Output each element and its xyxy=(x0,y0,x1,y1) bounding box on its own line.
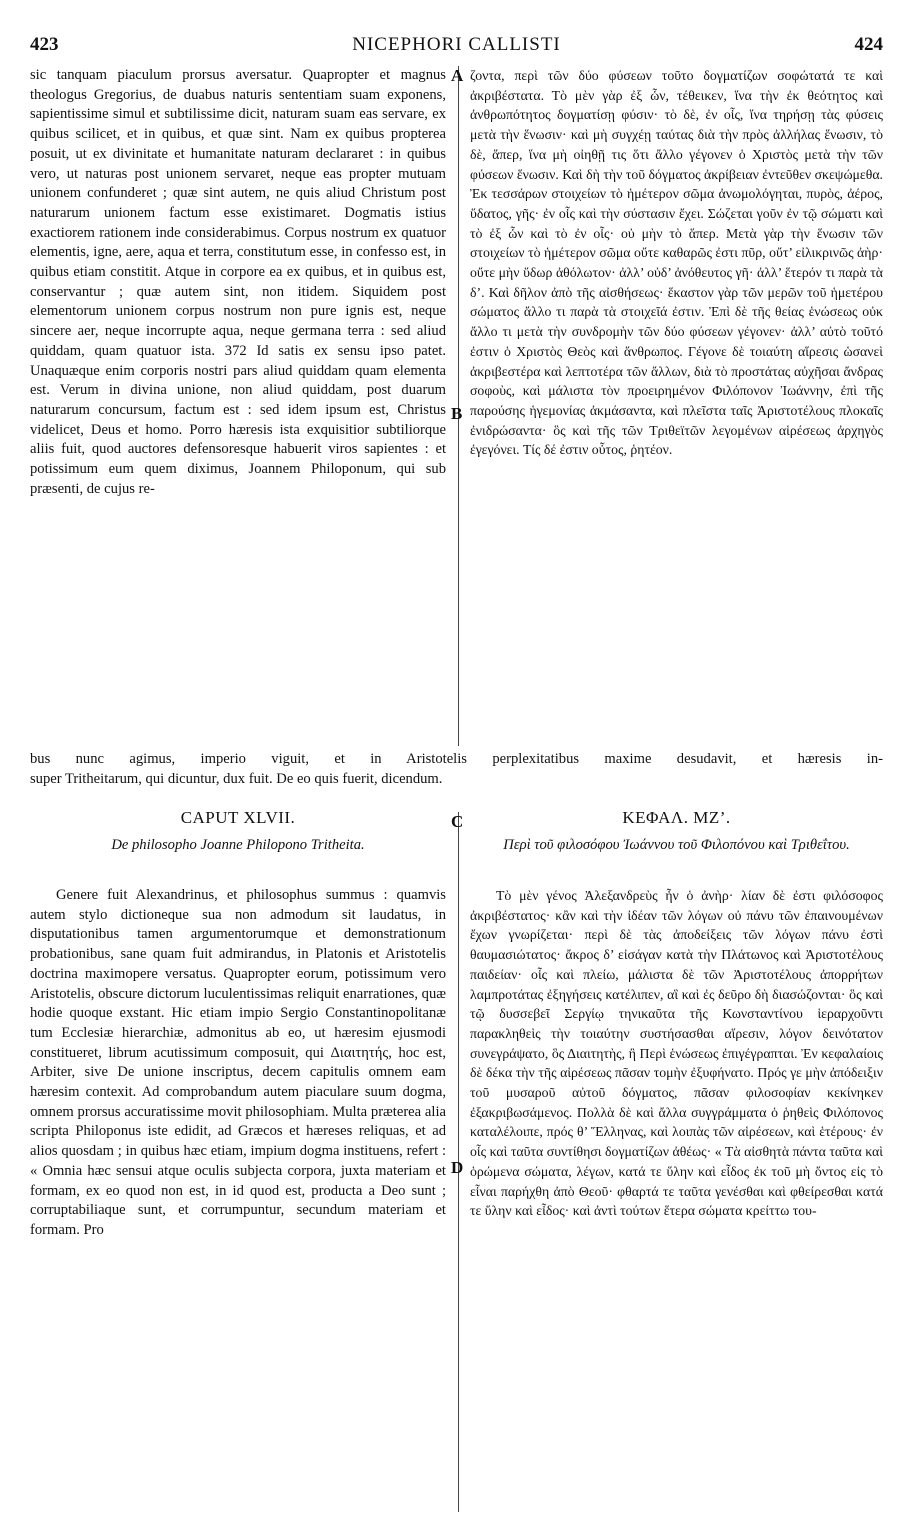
margin-letter-b: B xyxy=(451,404,463,423)
margin-letter-c: C xyxy=(451,812,464,831)
greek-column-bottom xyxy=(470,886,883,1516)
latin-paragraph-top: sic tanquam piaculum prorsus aversatur. Quapropter et magnus theologus Gregorius, de duabus naturis sententiam suam exponens, sapientissime simul et subtilissime dicit, naturam suam eas servare, ex quibus scilicet, et in quibus, et quæ sint. Nam ex quibus propterea posuit, ut ex divinitate et humanitate naturam declararet : in quibus vero, ut naturas post unionem servaret, neque eas propter mutuam unionem confunderet ; quæ sint autem, ne quis aliud Christum post naturarum unionem factum esse existimaret. Dogmatis istius exactiorem rationem inde considerabimus. Corpus nostrum ex quatuor elementis, igne, aere, aqua et terra, constitutum esse, in confesso est, in quibus etiam constitit. Atque in corpore ea ex quibus, et in quibus est, conservantur ; quæ autem sint, non itidem. Siquidem post elementorum unionem corpus nostrum non pure ignis est, neque sincere aer, neque incorrupte aqua, neque germana terra : sed aliud quiddam, quam quatuor ista. 372 Id satis ex sensu ipso patet. Unaquæque enim corporis nostri pars aliud quiddam quam elementa est. Verum in divina unione, non aliud quiddam, post duarum naturarum concursum, factum est : sed idem ipsum est, Christus videlicet, Deus et homo. Porro hæresis ista exquisitior subtiliorque aliis fuit, quod auctores defensoresque habuerit viros sapientes : et potissimum eum quem diximus, Joannem Philoponum, qui sub præsenti, de cujus re- xyxy=(30,67,446,497)
margin-letter-a: A xyxy=(451,66,464,85)
chapter-title-latin: CAPUT XLVII. xyxy=(180,808,296,827)
page-header xyxy=(30,34,883,56)
chapter-heading-greek xyxy=(470,808,883,855)
greek-paragraph-bottom: Τὸ μὲν γένος Ἀλεξανδρεὺς ἦν ὁ ἀνὴρ· λίαν δὲ ἐστι φιλόσοφος ἀκριβέστατος· κἂν καὶ τὴν ἰδέαν τῶν λόγων οὐ πάνυ τῶν ἐπαινουμένων ἔχων γνωρίζεται· περὶ δὲ τὰς ἀποδείξεις τῶν λόγων πάνυ ἐστὶ θαυμασιώτατος· ἄκρος δ’ εἰσάγαν κατὰ τὴν Πλάτωνος καὶ Ἀριστοτέλους παιδείαν· οἷς καὶ πλείω, μάλιστα δὲ τῶν Ἀριστοτέλους ἀπορρήτων λαμπροτάτας ἐξηγήσεις κατέλιπεν, αἳ καὶ ἐς δεῦρο δὴ διασώζονται· ὃς καὶ τῷ δυσσεβεῖ Σεργίῳ τηνικαῦτα τῆς Κωνσταντίνου ἱεραρχοῦντι παρακληθεὶς τὴν τοιαύτην συστήσασθαι αἵρεσιν, λόγον δεινότατον συνεγράψατο, ὃς Διαιτητὴς, ἢ Περὶ ἑνώσεως ἐπιγέγραπται. Ἐν κεφαλαίοις δὲ δέκα τὴν τῆς αἱρέσεως πᾶσαν τομὴν ἐξυφήνατο. Πρός γε μὴν ἀπόδειξιν τοῦ μυσαροῦ αὐτοῦ δόγματος, πᾶσαν φιλοσοφίαν κεκίνηκεν ἐξακριβωσάμενος. Πολλὰ δὲ καὶ ἄλλα συγγράμματα ὁ ῥηθεὶς Φιλόπονος καταλέλοιπε, πρός θ’ Ἕλληνας, καὶ λοιπὰς τῶν αἱρέσεων, καὶ ἑτέρους· ἐν οἷς καὶ ταῦτα συντίθησι δογματίζων ἀθέως· « Τὰ αἰσθητὰ πάντα ταῦτα καὶ ὁρώμενα σώματα, λέγων, κατά τε ὕλην καὶ εἶδος ἐκ τοῦ μὴ ὄντος εἰς τὸ εἶναι παρήχθη ἀπὸ Θεοῦ· φθαρτά τε ταῦτα γενέσθαι καὶ φθείρεσθαι κατά τε ὕλην καὶ εἶδος· καὶ ἀντὶ τούτων ἕτερα σώματα κρείττω του- xyxy=(470,888,883,1219)
running-title: NICEPHORI CALLISTI xyxy=(352,34,561,55)
full-width-line-2: super Tritheitarum, qui dicuntur, dux fuit. De eo quis fuerit, dicendum. xyxy=(30,771,443,787)
chapter-heading-latin xyxy=(30,808,446,855)
greek-paragraph-top: ζοντα, περὶ τῶν δύο φύσεων τοῦτο δογματίζων σοφώτατά τε καὶ ἀκριβέστατα. Τὸ μὲν γὰρ ἐξ ὧν, τέθεικεν, ἵνα τὴν ἐκ θεότητος καὶ ἀνθρωπότητος δογματίσῃ φύσιν· τὸ δὲ, ἐν οἷς, ἵνα τηρήσῃ τὰς φύσεις μετὰ τὴν ἕνωσιν· καὶ μὴ συγχέῃ ταύτας διὰ τὴν πρὸς ἀλλήλας ἕνωσιν, τὸ δὲ, ἅπερ, ἵνα μὴ οἰηθῇ τις ὅτι ἄλλο γέγονεν ὁ Χριστὸς μετὰ τὴν τῶν φύσεων ἕνωσιν. Καὶ δὴ τὴν τοῦ δόγματος ἀκρίβειαν ἐντεῦθεν σκεψώμεθα. Ἐκ τεσσάρων στοιχείων τὸ ἡμέτερον σῶμα ἀνωμολόγηται, πυρὸς, ἀέρος, ὕδατος, γῆς· ἐν οἷς καὶ τὴν σύστασιν ἔχει. Σώζεται γοῦν ἐν τῷ σώματι καὶ τὸ ἐξ ὧν καὶ τὸ ἐν οἷς· οὐ μὴν τὸ ἅπερ. Μετὰ γὰρ τὴν ἕνωσιν τῶν στοιχείων τὸ ἡμέτερον σῶμα οὔτε καθαρῶς ἐστι πῦρ, οὔτ’ εἰλικρινῶς ἀὴρ· οὔτε μὴν ὕδωρ ἀθόλωτον· ἀλλ’ οὐδ’ ἀνόθευτος γῆ· ἀλλ’ ἕτερόν τι παρὰ τὰ δ’. Καὶ δῆλον ἀπὸ τῆς αἰσθήσεως· ἕκαστον γὰρ τῶν μερῶν τοῦ ἡμετέρου σώματος ἄλλο τι παρὰ τὰ στοιχεῖά ἐστιν. Ἐπὶ δὲ τῆς θείας ἑνώσεως οὐκ ἄλλο τι μετὰ τὴν συνδρομὴν τῶν δύο φύσεων γέγονεν· ἀλλ’ αὐτὸ τοῦτό ἐστιν ὁ Χριστὸς Θεὸς καὶ ἄνθρωπος. Γέγονε δὲ τοιαύτη αἵρεσις ὡσανεὶ ἀκριβεστέρα καὶ λεπτοτέρα τῶν ἄλλων, διὰ τὸ προστάτας αὐχῆσαι ἄνδρας σοφοὺς, καὶ μάλιστα τὸν προειρημένον Φιλόπονον Ἰωάννην, ἐπὶ τῆς παρούσης ἡγεμονίας ἀκμάσαντα, καὶ πλεῖστα ταῖς Ἀριστοτέλους πλοκαῖς ἐνιδρώσαντα· ὃς καὶ τῆς τῶν Τριθεϊτῶν λεγομένων αἱρέσεως ἀρχηγὸς ἐγεγόνει. Τίς δέ ἐστιν οὗτος, ῥητέον. xyxy=(470,68,883,458)
chapter-subtitle-latin: De philosopho Joanne Philopono Tritheita. xyxy=(111,837,365,853)
latin-column-bottom xyxy=(30,886,446,1516)
full-width-line-1: bus nunc agimus, imperio viguit, et in Aristotelis perplexitatibus maxime desudavit, et hæresis in- xyxy=(30,751,883,767)
latin-column-top xyxy=(30,66,446,746)
page-number-right: 424 xyxy=(854,34,883,55)
margin-letter-d: D xyxy=(451,1158,464,1177)
page-number-left: 423 xyxy=(30,34,59,55)
greek-column-top xyxy=(470,66,883,746)
chapter-title-greek: ΚΕΦΑΛ. ΜΖ’. xyxy=(622,808,731,827)
latin-paragraph-bottom: Genere fuit Alexandrinus, et philosophus summus : quamvis autem stylo dictioneque sua non admodum sit laudatus, in disputationibus tamen argumentorumque et demonstrationum probationibus, sane quam fuit admirandus, in Platonis et Aristotelis doctrina maximopere versatus. Quapropter eorum, potissimum vero Aristotelis, obscure dictorum luculentissimas reliquit enarrationes, quæ hodie quoque exstant. Hic etiam impio Sergio Constantinopolitanæ tum Ecclesiæ hierarchiæ, admonitus ab eo, ut hæresim ejusmodi constitueret, librum acutissimum composuit, qui Διαιτητής, hoc est, Arbiter, sive De unione inscriptus, decem capitulis omnem eam hæresim contexit. Ad comprobandum autem piaculare suum dogma, omnem prorsus accuratissime movit philosophiam. Multa præterea alia scripta Philoponus iste edidit, ad Græcos et hæreses reliquas, et ad alios quosdam ; in quibus hæc etiam, impium dogma instituens, refert : « Omnia hæc sensui atque oculis subjecta corpora, juxta materiam et formam, ex eo quod non est, in id quod est, producta a Deo sunt ; corruptabiliaque sunt, et corrumpuntur, secundum materiam et formam. Pro xyxy=(30,887,446,1238)
chapter-subtitle-greek: Περὶ τοῦ φιλοσόφου Ἰωάννου τοῦ Φιλοπόνου καὶ Τριθεΐτου. xyxy=(503,837,850,853)
